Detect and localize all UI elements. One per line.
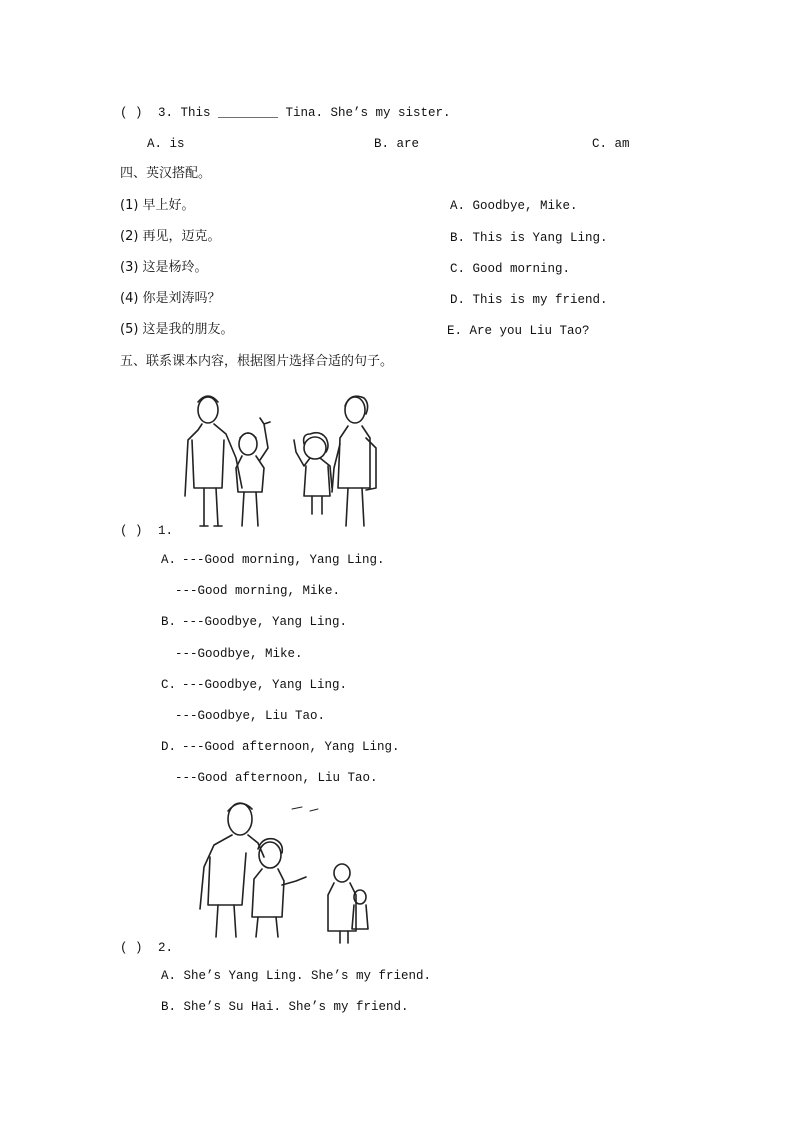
q3-option-a[interactable]: A. is (147, 137, 185, 151)
q1-option-c-line2: ---Goodbye, Liu Tao. (175, 709, 326, 723)
q1-option-b-line1: ---Goodbye, Yang Ling. (182, 615, 348, 629)
q1-option-c-line1: ---Goodbye, Yang Ling. (182, 678, 348, 692)
q1-option-d-line2: ---Good afternoon, Liu Tao. (175, 771, 378, 785)
q3-stem: 3. This ________ Tina. She’s my sister. (158, 106, 451, 120)
match-left-4: (4) 你是刘涛吗？ (120, 291, 221, 306)
picture-2-illustration (192, 797, 388, 945)
q1-option-b-label[interactable]: B. (161, 615, 177, 629)
match-left-2: (2) 再见，迈克。 (120, 229, 221, 244)
q2-option-b[interactable]: B. She’s Su Hai. She’s my friend. (161, 1000, 409, 1014)
match-right-d: D. This is my friend. (450, 293, 608, 307)
match-left-5: (5) 这是我的朋友。 (120, 322, 234, 337)
q3-option-c[interactable]: C. am (592, 137, 630, 151)
q1-option-d-line1: ---Good afternoon, Yang Ling. (182, 740, 400, 754)
q2-paren[interactable]: ( ) (120, 941, 143, 955)
match-right-a: A. Goodbye, Mike. (450, 199, 578, 213)
picture-1-illustration (180, 388, 390, 530)
q1-option-c-label[interactable]: C. (161, 678, 177, 692)
match-right-e: E. Are you Liu Tao? (447, 324, 590, 338)
q3-paren[interactable]: ( ) (120, 106, 143, 120)
q2-number: 2. (158, 941, 174, 955)
match-left-3: (3) 这是杨玲。 (120, 260, 208, 275)
q1-option-b-line2: ---Goodbye, Mike. (175, 647, 303, 661)
q2-option-a[interactable]: A. She’s Yang Ling. She’s my friend. (161, 969, 432, 983)
match-left-1: (1) 早上好。 (120, 198, 195, 213)
section4-heading: 四、英汉搭配。 (120, 166, 212, 181)
q1-paren[interactable]: ( ) (120, 524, 143, 538)
q1-option-a-label[interactable]: A. (161, 553, 177, 567)
q3-option-b[interactable]: B. are (374, 137, 420, 151)
q1-number: 1. (158, 524, 174, 538)
match-right-b: B. This is Yang Ling. (450, 231, 608, 245)
section5-heading: 五、联系课本内容，根据图片选择合适的句子。 (120, 354, 394, 369)
match-right-c: C. Good morning. (450, 262, 571, 276)
q1-option-a-line1: ---Good morning, Yang Ling. (182, 553, 385, 567)
q1-option-a-line2: ---Good morning, Mike. (175, 584, 341, 598)
q1-option-d-label[interactable]: D. (161, 740, 177, 754)
